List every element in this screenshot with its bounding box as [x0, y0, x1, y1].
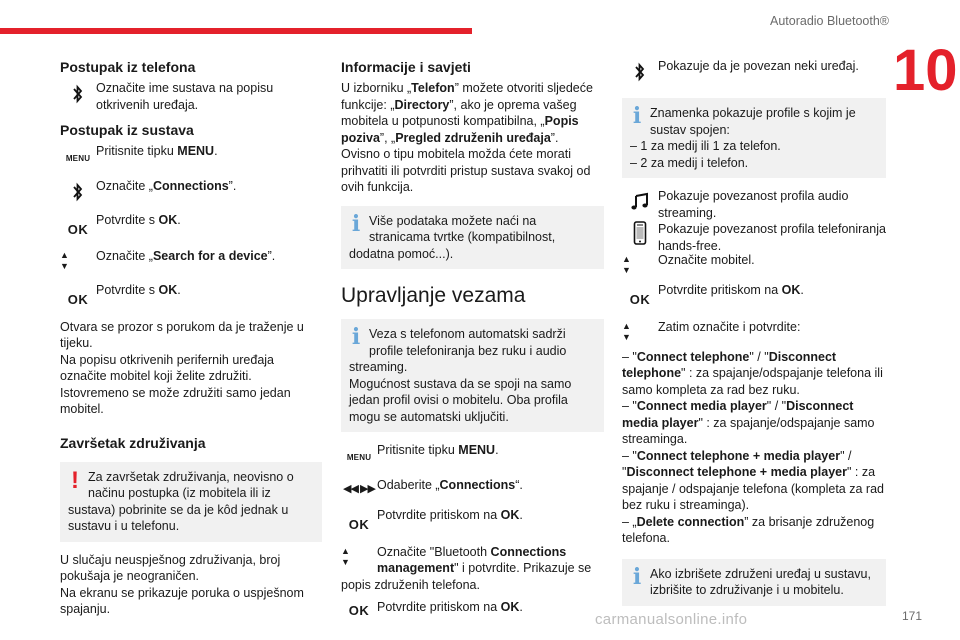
audio-status — [622, 188, 886, 221]
up-arrow-icon: ▲ — [341, 545, 350, 556]
step-management — [341, 544, 604, 594]
step-ok — [622, 282, 886, 309]
menu-label: Directory — [394, 97, 450, 112]
info-note — [341, 319, 604, 432]
up-arrow-icon: ▲ — [622, 320, 631, 331]
info-text: Veza s telefonom automatski sadrži profile telefoniranja bez ruku i audio streaming. — [349, 327, 567, 374]
step-text: Označite „ — [96, 178, 153, 193]
info-icon — [349, 210, 363, 239]
down-arrow-icon: ▼ — [622, 331, 631, 342]
step-text: Pokazuje povezanost profila telefoniranja hands-free. — [658, 222, 886, 253]
key-label: MENU — [177, 144, 215, 158]
key-label: MENU — [458, 443, 496, 457]
step-text: Odaberite „ — [377, 477, 440, 492]
step-text: Potvrdite pritiskom na — [377, 600, 501, 614]
step-search — [60, 248, 322, 272]
up-down-arrows-icon — [622, 319, 658, 343]
bluetooth-icon — [60, 178, 96, 202]
option-item — [622, 448, 886, 514]
paragraph: Ovisno o tipu mobitela možda ćete morati prihvatiti ili potvrditi pristup sustava svakoj od ovih funkcija. — [341, 147, 591, 194]
option-label: Disconnect telephone + media player — [626, 465, 847, 479]
down-arrow-icon: ▼ — [622, 265, 631, 275]
section-title-info: Informacije i savjeti — [341, 59, 471, 75]
phone-status — [622, 221, 886, 254]
up-arrow-icon: ▲ — [60, 250, 69, 260]
info-icon — [349, 326, 363, 352]
option-item — [622, 349, 886, 399]
bluetooth-icon — [60, 80, 96, 104]
step-ok-2 — [60, 282, 322, 309]
info-text: – 2 za medij i telefon. — [630, 155, 749, 170]
key-label: OK — [781, 283, 801, 297]
option-label: Connect telephone — [636, 349, 750, 364]
step-text-end: ”. — [228, 178, 237, 193]
step-text: Potvrdite s — [96, 212, 159, 227]
option-label: Disconnect media player — [622, 399, 854, 430]
step-text-end: . — [519, 508, 523, 522]
ok-key-icon: OK — [629, 292, 651, 307]
step-text-end: . — [519, 600, 523, 614]
option-label: Connect media player — [636, 399, 767, 413]
step-text: Označite "Bluetooth — [377, 544, 491, 559]
down-arrow-icon: ▼ — [341, 556, 350, 567]
left-right-arrows-icon: ◀◀ ▶▶ — [343, 482, 375, 495]
text: – " — [622, 448, 637, 463]
section-title-manage: Upravljanje vezama — [341, 284, 526, 307]
text: " : za spajanje/odspajanje samo streaminga. — [622, 415, 875, 446]
menu-key-icon: MENU — [65, 154, 91, 163]
paragraph: Na ekranu se prikazuje poruka o uspješnom spajanju. — [60, 585, 304, 616]
ok-key-icon: OK — [348, 603, 370, 618]
step-text: Pritisnite tipku — [377, 443, 459, 457]
warning-text: Za završetak združivanja, neovisno o načinu postupka (iz mobitela ili iz sustava) pobrinite se da je kôd jednak u sustavu i u telefonu. — [68, 469, 294, 533]
text: ”. — [550, 130, 559, 145]
info-note — [622, 559, 886, 606]
section-title-system: Postupak iz sustava — [60, 122, 194, 138]
text: ”, „ — [379, 130, 396, 145]
key-label: OK — [500, 600, 520, 614]
warning-icon — [68, 466, 82, 495]
option-label: Connect telephone + media player — [636, 448, 841, 463]
info-note — [622, 98, 886, 178]
column-3 — [622, 58, 886, 616]
up-down-arrows-icon — [60, 248, 96, 272]
step-text: Označite mobitel. — [658, 253, 755, 267]
step-select — [622, 252, 886, 276]
step-text-end: “. — [515, 477, 523, 492]
menu-label: Pregled združenih uređaja — [395, 130, 551, 145]
column-2 — [341, 58, 604, 626]
step-select-confirm — [622, 319, 886, 343]
menu-key-icon: MENU — [346, 453, 372, 462]
menu-label: Popis poziva — [341, 114, 579, 145]
step-text: Pokazuje povezanost profila audio streaming. — [658, 189, 849, 220]
step-connections — [60, 178, 322, 202]
text: U izborniku „ — [341, 81, 412, 95]
down-arrow-icon: ▼ — [60, 261, 69, 271]
bluetooth-icon — [622, 58, 658, 82]
up-down-arrows-icon — [341, 544, 377, 568]
step-menu — [341, 442, 604, 467]
step-phone — [60, 80, 322, 113]
section-title-phone: Postupak iz telefona — [60, 59, 196, 75]
step-text: Pritisnite tipku — [96, 144, 178, 158]
paragraph: U slučaju neuspješnog združivanja, broj pokušaja je neograničen. — [60, 552, 281, 583]
step-text: Označite „ — [96, 249, 153, 263]
info-glyph: i — [632, 103, 642, 129]
chapter-number: 10 — [893, 38, 958, 103]
step-text: Zatim označite i potvrdite: — [658, 319, 801, 334]
warning-note — [60, 462, 322, 542]
text: " : za spajanje/odspajanje telefona ili samo kompleta za rad bez ruku. — [622, 366, 883, 397]
header-title: Autoradio Bluetooth® — [769, 14, 889, 28]
info-glyph: i — [632, 563, 642, 590]
info-icon — [630, 105, 644, 131]
text: – " — [622, 349, 637, 364]
text: ”, ako je oprema vašeg mobitela u potpunosti kompatibilna, „ — [341, 97, 577, 128]
step-menu — [60, 143, 322, 168]
ok-key-icon: OK — [67, 221, 89, 237]
option-item — [622, 398, 886, 448]
ok-key-icon: OK — [348, 517, 370, 532]
option-label: Delete connection — [636, 514, 745, 529]
option-label: Disconnect telephone — [622, 349, 837, 380]
page-number: 171 — [901, 609, 922, 623]
info-glyph: i — [351, 210, 361, 237]
section-title-end: Završetak združivanja — [60, 434, 206, 451]
paragraph — [341, 80, 604, 146]
text: – " — [622, 399, 637, 413]
text: ” za brisanje združenog telefona. — [622, 514, 875, 545]
step-text: Označite ime sustava na popisu otkrivenih uređaja. — [96, 81, 274, 112]
option-label: Connections — [439, 477, 516, 492]
up-arrow-icon: ▲ — [622, 254, 631, 264]
text: – „ — [622, 514, 637, 529]
info-text: – 1 za medij ili 1 za telefon. — [630, 139, 781, 153]
step-text-end: . — [177, 283, 181, 297]
step-ok-1 — [60, 212, 322, 239]
up-down-arrows-icon — [622, 252, 658, 276]
paragraph: Otvara se prozor s porukom da je traženje u tijeku. — [60, 319, 304, 350]
info-icon — [630, 563, 644, 592]
phone-icon — [622, 221, 658, 245]
info-text: Ako izbrišete združeni uređaj u sustavu, izbrišite to združivanje i u mobitelu. — [650, 566, 871, 597]
option-label: Search for a device — [152, 249, 268, 263]
step-text-end: " i potvrdite. Prikazuje se popis združenih telefona. — [341, 561, 592, 592]
option-label: Connections — [152, 178, 229, 193]
paragraph: Na popisu otkrivenih perifernih uređaja označite mobitel koji želite združiti. Istovremeno se može združiti samo jedan mobitel. — [60, 352, 291, 416]
music-note-icon — [622, 188, 658, 212]
step-text-end: . — [214, 144, 218, 158]
text: " / " — [766, 399, 787, 413]
step-text-end: ”. — [267, 249, 276, 263]
step-text-end: . — [495, 443, 499, 457]
bluetooth-status — [622, 58, 886, 82]
step-text: Potvrdite pritiskom na — [658, 283, 782, 297]
step-text-end: . — [800, 283, 804, 297]
step-text: Potvrdite pritiskom na — [377, 508, 501, 522]
step-ok — [341, 507, 604, 534]
info-glyph: i — [351, 324, 361, 350]
step-text: Pokazuje da je povezan neki uređaj. — [658, 59, 859, 73]
step-text-end: . — [177, 212, 181, 227]
option-label: Connections management — [377, 544, 567, 575]
option-item — [622, 514, 886, 547]
info-note — [341, 206, 604, 270]
text: ” možete otvoriti sljedeće funkcije: „ — [341, 81, 593, 112]
menu-label: Telefon — [411, 81, 455, 95]
text: " / " — [749, 349, 769, 364]
step-ok — [341, 599, 604, 620]
watermark: carmanualsonline.info — [595, 611, 748, 628]
info-text: Više podataka možete naći na stranicama tvrtke (kompatibilnost, dodatna pomoć...). — [349, 213, 556, 261]
step-connections — [341, 477, 604, 498]
text: " : za spajanje / odspajanje telefona (kompleta za rad bez ruku i streaminga). — [622, 465, 884, 512]
warning-glyph: ! — [71, 466, 79, 494]
step-text: Potvrdite s — [96, 283, 159, 297]
header-accent-bar — [0, 28, 472, 34]
text: " / " — [622, 448, 852, 479]
column-1 — [60, 58, 322, 618]
key-label: OK — [158, 212, 178, 227]
key-label: OK — [158, 283, 178, 297]
info-text: Mogućnost sustava da se spoji na samo jedan profil ovisi o mobitelu. Oba profila mogu se automatski uključiti. — [349, 376, 572, 424]
key-label: OK — [500, 508, 520, 522]
info-text: Znamenka pokazuje profile s kojim je sustav spojen: — [650, 106, 856, 137]
ok-key-icon: OK — [67, 292, 89, 307]
